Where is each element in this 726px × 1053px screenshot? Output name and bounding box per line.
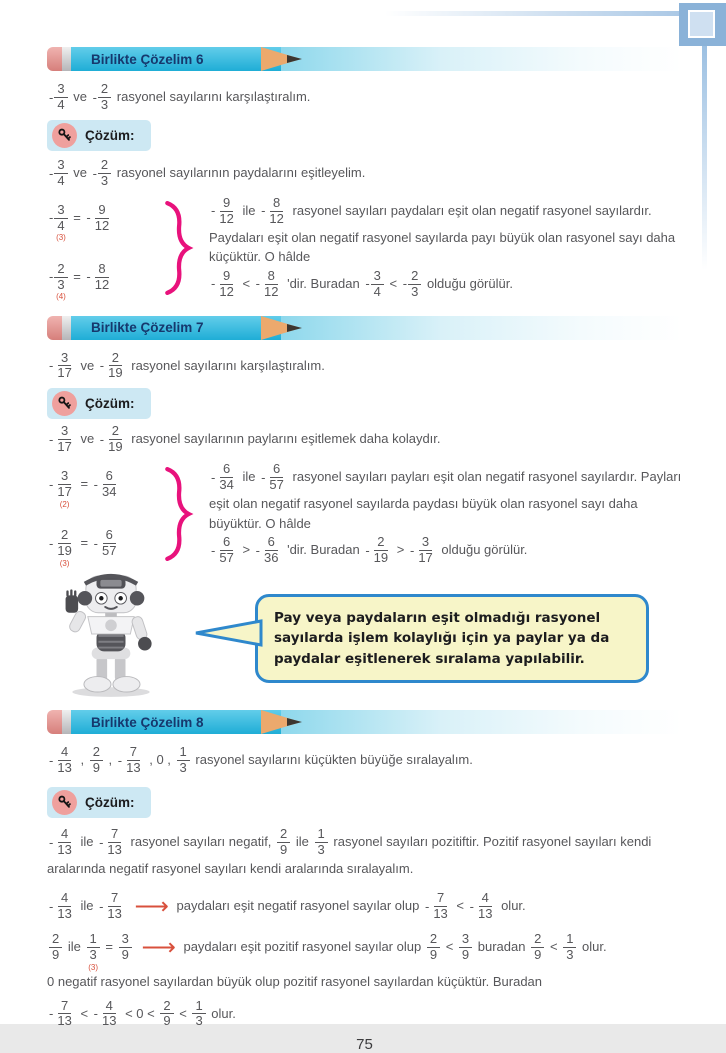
fraction: - 6 57 [211,534,234,566]
fraction: 3 9 [119,932,132,963]
fraction: - 8 12 [86,260,110,292]
banner-gradient-tail [281,710,682,734]
fraction: 2 9 [427,932,440,963]
math-text: ile [295,833,309,849]
fraction: 1 3 [563,932,576,963]
math-text: , [108,751,113,767]
corner-ornament-inner [688,10,715,38]
fraction: - 2 3 [93,82,112,113]
explanation-text [209,195,682,267]
math-text: = [105,939,113,954]
math-text: olduğu görülür. [441,542,528,557]
fraction: - 7 13 [49,997,72,1029]
fraction: - 4 13 [49,744,72,775]
fraction: - 4 13 [49,890,72,922]
fraction: - 4 13 [93,997,117,1029]
equation [47,201,165,243]
math-text: paydaları eşit negatif rasyonel sayılar olup [176,898,420,914]
math-text: , [80,751,85,767]
math-text: < 0 < [125,1005,155,1021]
solution-label: Çözüm: [85,127,135,143]
fraction: 2 9 [90,745,103,776]
math-text: olur. [211,1005,236,1021]
fraction: - 2 19 [99,423,123,455]
fraction: 1 3 [177,745,190,776]
fraction: - 2 19 (3) [49,527,72,568]
explanation [209,194,682,302]
fraction: - 3 17 (2) [49,468,72,509]
pencil-tip-icon [261,316,303,340]
fraction: 2 9 [277,827,290,858]
zero-note: 0 negatif rasyonel sayılardan büyük olup pozitif rasyonel sayılardan küçüktür. Buradan [47,974,543,989]
long-arrow-icon: ⟶ [141,933,176,961]
right-accent-line [702,46,707,270]
key-icon [52,391,77,416]
equation-group [47,460,682,568]
math-text: > [242,542,251,557]
math-text: rasyonel sayıları negatif, [130,833,272,849]
fraction: - 7 13 [424,890,448,922]
section-banner-6 [47,47,682,71]
equation-column [47,201,165,302]
math-text: ile [242,469,256,485]
brace-icon [165,467,199,561]
multiplier-annotation: (2) [59,499,70,509]
pencil-body [71,710,281,734]
fraction: - 3 4 [49,82,68,113]
math-text: = [80,535,89,550]
math-text: olur. [582,939,607,954]
corner-ornament [679,3,726,46]
fraction: - 2 3 (4) [49,260,66,302]
math-text: 'dir. Buradan [287,275,360,291]
equation [47,468,165,509]
math-text: ve [73,164,87,180]
math-text: = [73,268,81,284]
fraction: - 2 19 [365,534,389,566]
math-text: ile [80,833,94,849]
solution-header [47,787,151,818]
solution-intro [47,423,682,456]
math-text: olur. [501,898,526,914]
explanation [209,460,682,568]
brace-icon [165,201,199,295]
math-text: = [80,476,89,492]
section-banner-8 [47,710,682,734]
math-text: < [456,898,465,914]
math-text: < [549,939,558,954]
top-accent-line [385,11,687,16]
math-text: < [389,275,398,291]
math-text: 'dir. Buradan [287,542,360,557]
multiplier-annotation: (3) [88,962,98,972]
pencil-body [71,316,281,340]
fraction: - 7 13 [99,825,122,857]
math-text: rasyonel sayıları payları eşit olan negatif rasyonel sayılardır. Payları eşit olan negatif rasyonel sayılarda paydası büyük olan rasyonel sayı daha büyüktür. O hâlde [209,469,682,531]
section-title: Birlikte Çözelim 8 [91,714,204,730]
math-text: ve [80,431,95,447]
speech-bubble-text: Pay veya paydaların eşit olmadığı rasyonel sayılarda işlem kolaylığı için ya paylar ya da paydalar eşitlenerek sıralama yapılabilir. [274,610,610,667]
math-text: ve [73,88,87,104]
solution-intro [47,826,682,878]
banner-gradient-tail [281,316,682,340]
fraction: - 9 12 [211,194,234,226]
section-title: Birlikte Çözelim 6 [91,51,204,67]
section-banner-7 [47,316,682,340]
equation-group [47,194,682,302]
equation-column [47,468,165,568]
banner-gradient-tail [281,47,682,71]
pencil-ferrule-icon [62,710,71,734]
fraction: - 7 13 [99,890,122,922]
math-text: = [73,209,81,225]
explanation-result [209,268,682,301]
explanation-result [209,534,682,567]
math-text: ve [80,357,95,373]
speech-bubble [255,594,649,683]
fraction: - 2 19 [99,349,123,381]
page-number: 75 [356,1036,373,1053]
math-text: ile [80,898,94,914]
math-text: ile [242,202,256,218]
problem-statement [47,81,682,114]
solution-header [47,388,151,419]
fraction: - 9 12 [211,267,234,299]
fraction: - 6 34 [93,468,117,500]
fraction: 2 9 [49,932,62,963]
problem-statement [47,744,682,777]
math-text: < [445,939,454,954]
fraction: - 6 34 [211,461,234,493]
fraction: - 6 36 [255,534,279,566]
math-text: rasyonel sayılarını karşılaştıralım. [116,88,311,104]
fraction: - 8 12 [255,267,279,299]
pencil-eraser-icon [47,710,62,734]
multiplier-annotation: (4) [56,292,66,302]
math-text: rasyonel sayıları paydaları eşit olan negatif rasyonel sayılardır. Paydaları eşit olan negatif rasyonel sayılarda payı büyük olan rasyonel sayı daha küçüktür. O hâlde [209,202,676,265]
math-text: rasyonel sayılarının paylarını eşitlemek daha kolaydır. [131,431,441,447]
fraction: 3 9 [459,932,472,963]
fraction: - 3 17 [49,423,72,455]
equation [47,260,165,302]
fraction: - 4 13 [469,890,493,922]
fraction: - 3 17 [409,534,433,566]
problem-statement [47,350,682,383]
pencil-ferrule-icon [62,47,71,71]
fraction: - 3 4 [49,158,68,189]
fraction: - 2 3 [93,158,112,189]
pencil-ferrule-icon [62,316,71,340]
pencil-tip-icon [261,47,303,71]
fraction: - 2 3 [403,269,422,300]
math-text: olduğu görülür. [426,275,513,291]
explanation-text [209,461,682,533]
math-text: rasyonel sayılarını karşılaştıralım. [131,357,325,373]
long-arrow-icon: ⟶ [134,892,169,920]
pencil-eraser-icon [47,47,62,71]
math-text: paydaları eşit pozitif rasyonel sayılar olup [183,939,422,954]
fraction: 2 9 [160,999,173,1030]
fraction: 1 3 (3) [88,931,98,972]
equation [47,527,165,568]
pencil-eraser-icon [47,316,62,340]
math-text: ile [67,939,81,954]
speech-bubble-tail [194,619,262,647]
fraction: 2 9 [531,932,544,963]
mascot-row [47,572,682,704]
pencil-body [71,47,281,71]
fraction: - 3 4 (3) [49,201,66,243]
math-text: buradan [477,939,526,954]
solution-label: Çözüm: [85,396,135,412]
multiplier-annotation: (3) [56,233,66,243]
page-content [47,47,682,1053]
fraction: 1 3 [192,999,205,1030]
fraction: - 7 13 [117,744,141,775]
key-icon [52,790,77,815]
solution-header [47,120,151,151]
fraction: 1 3 [315,827,328,858]
math-text: rasyonel sayılarının paydalarını eşitleyelim. [116,164,366,180]
fraction: - 9 12 [86,201,110,233]
fraction: - 3 17 [49,349,72,381]
math-text: > [396,542,405,557]
ordering-step-negative [47,890,682,923]
solution-label: Çözüm: [85,794,135,810]
fraction: - 3 4 [365,269,384,300]
fraction: - 4 13 [49,825,72,857]
math-text: < [242,275,251,291]
math-text: rasyonel sayılarını küçükten büyüğe sıralayalım. [195,751,473,767]
fraction: - 6 57 [93,527,117,559]
math-text: < [179,1005,187,1021]
pencil-tip-icon [261,710,303,734]
solution-intro [47,157,682,190]
robot-mascot [53,572,169,701]
section-title: Birlikte Çözelim 7 [91,320,204,335]
multiplier-annotation: (3) [59,558,70,568]
final-ordering [47,998,682,1031]
math-text: , 0 , [149,751,171,767]
math-text: rasyonel sayıları pozitiftir. Pozitif rasyonel sayıları kendi aralarında negatif rasyonel sayıları kendi aralarında sıralayalım. [47,833,652,876]
fraction: - 8 12 [261,194,284,226]
ordering-step-positive [47,931,682,972]
math-text: < [80,1005,89,1021]
key-icon [52,123,77,148]
fraction: - 6 57 [261,461,284,493]
